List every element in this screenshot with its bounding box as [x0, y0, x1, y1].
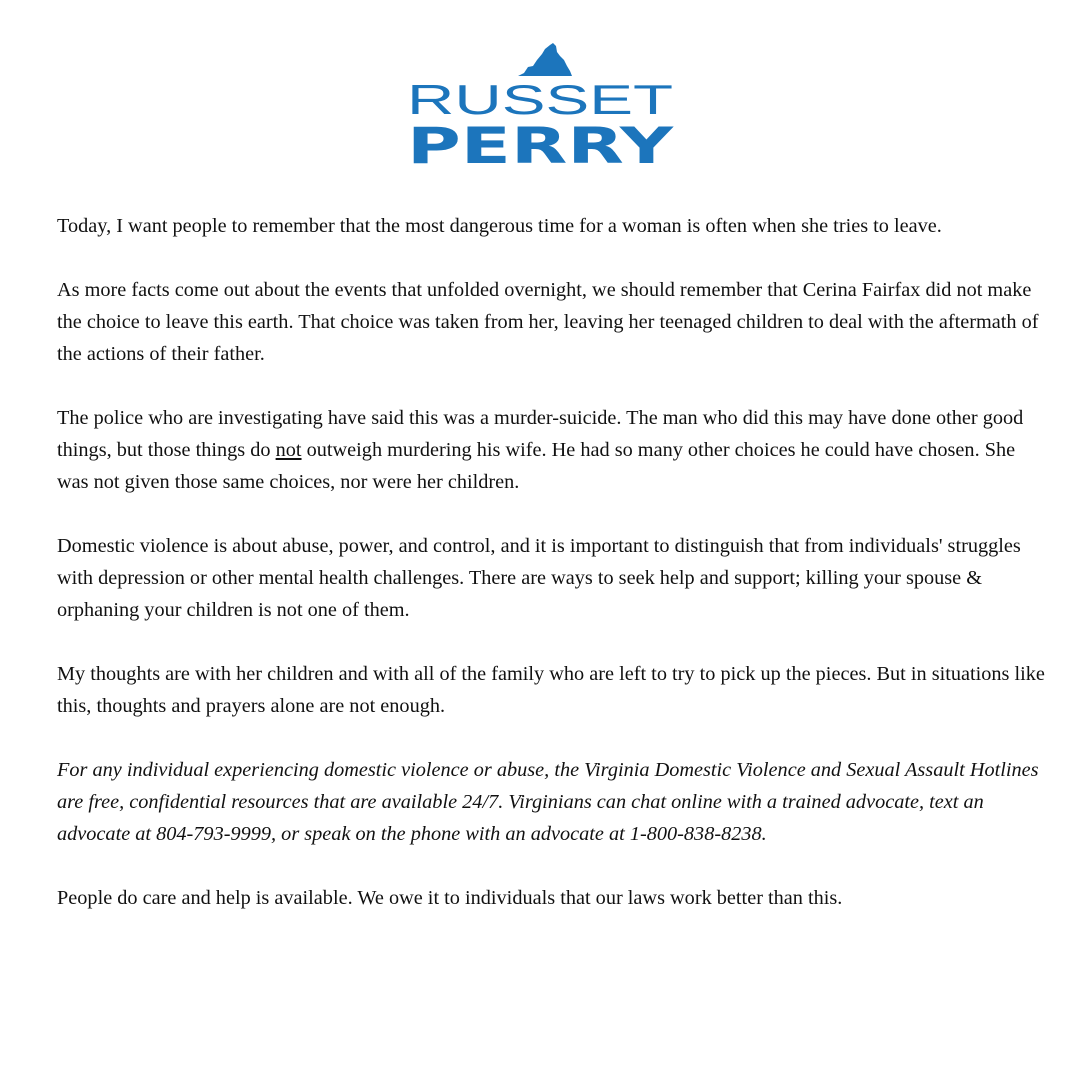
logo-name-bottom: PERRY — [407, 117, 675, 168]
paragraph-police-start: The police who are investigating have said this was a murder-suicide. The man who did this may have done other good things, but those things do — [57, 407, 1024, 461]
campaign-logo — [404, 40, 676, 168]
virginia-state-outline-icon — [518, 43, 572, 76]
paragraph-police — [57, 402, 1047, 498]
logo-name-top: RUSSET — [407, 76, 673, 123]
paragraph-police-end: outweigh murdering his wife. He had so many other choices he could have chosen. She was not given those same choices, nor were her children. — [57, 439, 1016, 493]
paragraph-hotline-resources: For any individual experiencing domestic violence or abuse, the Virginia Domestic Violence and Sexual Assault Hotlines are free, confidential resources that are available 24/7. Virginians can chat online with a trained advocate, text an advocate at 804-793-9999, or speak on the phone with an advocate at 1-800-838-8238. — [57, 759, 1039, 845]
statement-body — [57, 210, 1047, 914]
underlined-word-not: not — [275, 439, 302, 461]
paragraph-domestic-violence: Domestic violence is about abuse, power, and control, and it is important to distinguish that from individuals' struggles with depression or other mental health challenges. There are ways to seek help and support; killing your spouse & orphaning your children is not one of them. — [57, 535, 1021, 621]
paragraph-facts: As more facts come out about the events that unfolded overnight, we should remember that Cerina Fairfax did not make the choice to leave this earth. That choice was taken from her, leaving her teenaged children to deal with the aftermath of the actions of their father. — [57, 279, 1039, 365]
paragraph-closing: People do care and help is available. We owe it to individuals that our laws work better than this. — [57, 887, 843, 909]
paragraph-thoughts: My thoughts are with her children and with all of the family who are left to try to pick up the pieces. But in situations like this, thoughts and prayers alone are not enough. — [57, 663, 1045, 717]
paragraph-remember: Today, I want people to remember that the most dangerous time for a woman is often when she tries to leave. — [57, 215, 942, 237]
